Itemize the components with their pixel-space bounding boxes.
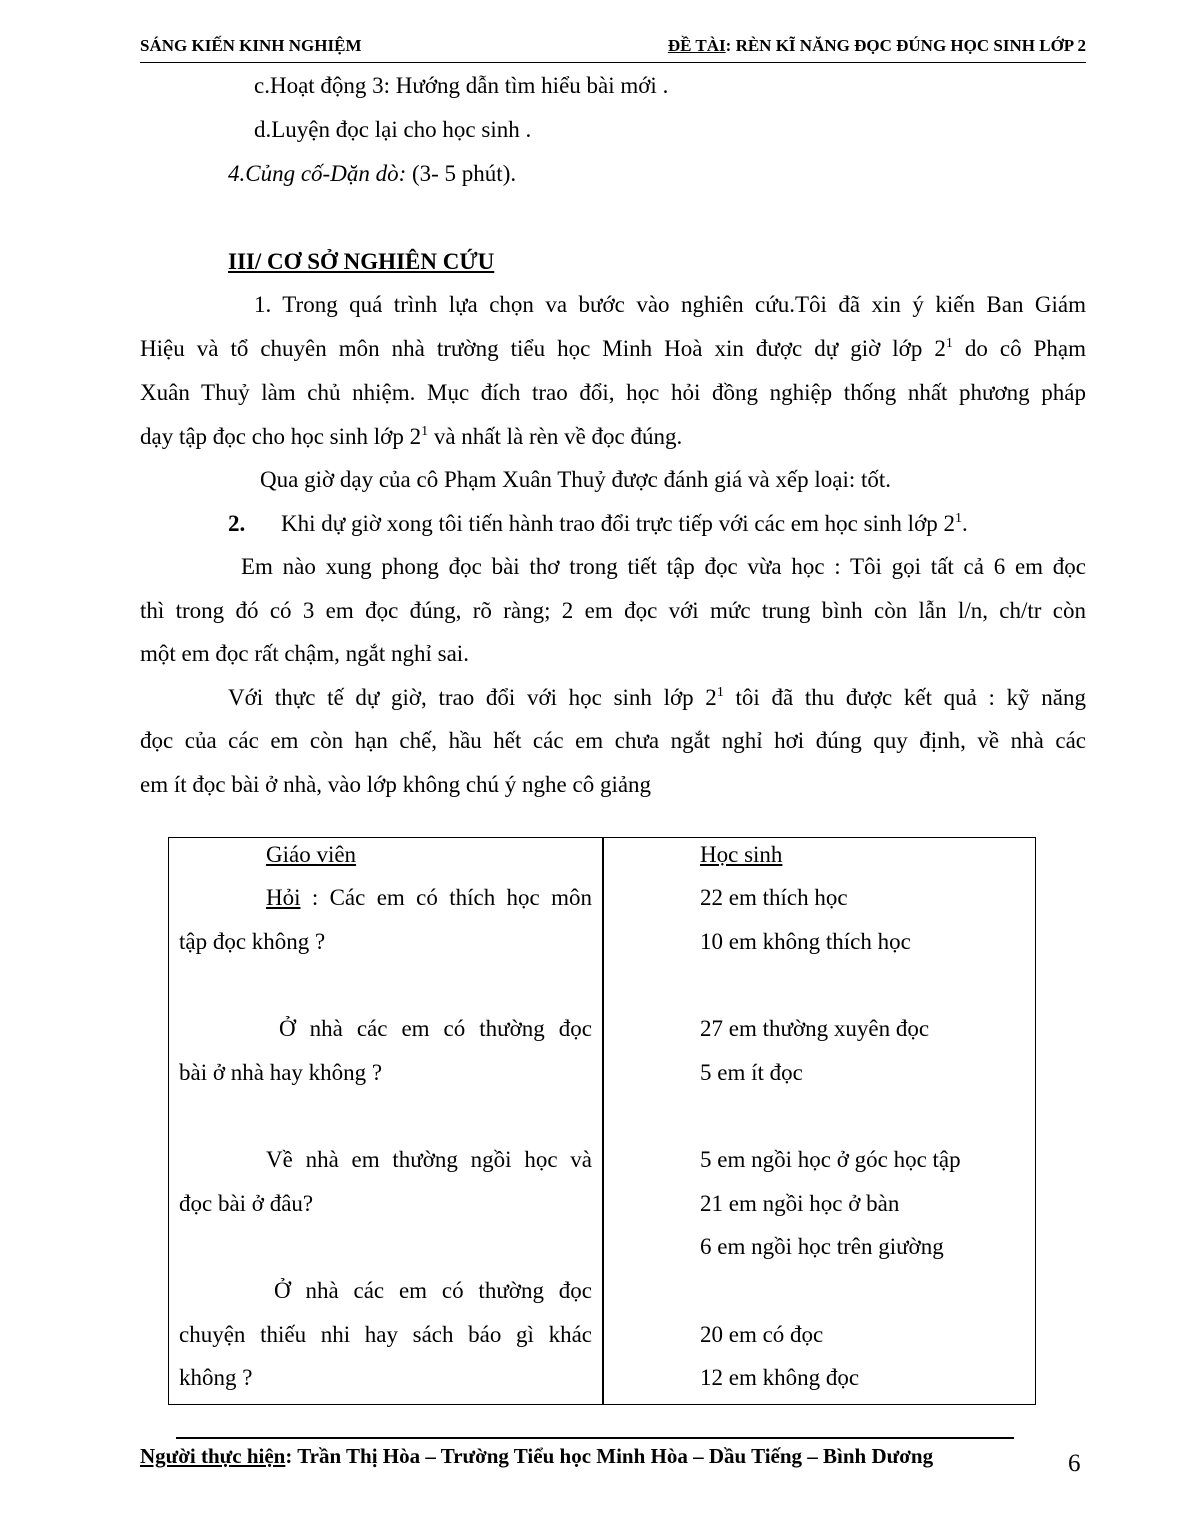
section-heading: III/ CƠ SỞ NGHIÊN CỨU [228,249,495,274]
p1-l2-tail: do cô Phạm [952,336,1086,361]
question-4-line-1: Ở nhà các em có thường đọc [274,1278,592,1303]
question-2-line-1: Ở nhà các em có thường đọc [279,1016,592,1041]
p5-tail: tôi đã thu được kết quả : kỹ năng [723,685,1086,710]
paragraph-1-line-4 [140,423,682,451]
activity-item-d: d.Luyện đọc lại cho học sinh . [254,117,532,142]
p5-text: Với thực tế dự giờ, trao đổi với học sinh lớp 2 [228,685,717,710]
survey-table [168,837,1036,1405]
paragraph-1-line-2 [140,335,1086,363]
answer-3-line-2: 21 em ngồi học ở bàn [700,1191,900,1216]
answer-1-line-2: 10 em không thích học [700,929,911,954]
footer-author-text: : Trần Thị Hòa – Trường Tiểu học Minh Hòa – Dầu Tiếng – Bình Dương [285,1444,934,1468]
page-footer [140,1444,933,1469]
paragraph-3 [281,510,968,538]
p3-tail: . [962,511,968,536]
paragraph-4-line-1: Em nào xung phong đọc bài thơ trong tiết tập đọc vừa học : Tôi gọi tất cả 6 em đọc [241,554,1086,579]
teacher-column-header: Giáo viên [266,842,357,867]
paragraph-4-line-2: thì trong đó có 3 em đọc đúng, rõ ràng; 2 em đọc với mức trung bình còn lẫn l/n, ch/tr còn [140,598,1086,623]
question-4-line-3: không ? [179,1365,253,1390]
item-4-label: 4.Củng cố-Dặn dò: [228,161,407,186]
paragraph-5-line-1 [228,684,1086,712]
paragraph-4-line-3: một em đọc rất chậm, ngắt nghỉ sai. [140,641,469,666]
p1-l4-superscript: 1 [421,424,429,439]
question-1-line-1 [266,884,592,912]
paragraph-5-line-3: em ít đọc bài ở nhà, vào lớp không chú ý nghe cô giảng [140,772,652,797]
question-1-line-2: tập đọc không ? [179,929,326,954]
activity-item-4 [228,160,516,188]
student-column-header: Học sinh [700,842,783,867]
activity-item-c: c.Hoạt động 3: Hướng dẫn tìm hiểu bài mới . [254,73,669,98]
answer-3-line-3: 6 em ngồi học trên giường [700,1234,944,1259]
p1-l4-tail: và nhất là rèn về đọc đúng. [428,424,683,449]
p3-superscript: 1 [955,511,962,526]
question-1-label: Hỏi [266,885,301,910]
paragraph-3-number: 2. [228,511,246,536]
p5-superscript: 1 [716,685,724,700]
question-2-line-2: bài ở nhà hay không ? [179,1060,383,1085]
answer-4-line-2: 12 em không đọc [700,1365,860,1390]
question-3-line-2: đọc bài ở đâu? [179,1191,314,1216]
question-3-line-1: Về nhà em thường ngồi học và [266,1147,592,1172]
p1-l4-text: dạy tập đọc cho học sinh lớp 2 [140,424,422,449]
answer-3-line-1: 5 em ngồi học ở góc học tập [700,1147,961,1172]
header-topic-text: : RÈN KĨ NĂNG ĐỌC ĐÚNG HỌC SINH LỚP 2 [725,36,1086,55]
paragraph-1-line-3: Xuân Thuỷ làm chủ nhiệm. Mục đích trao đổi, học hỏi đồng nghiệp thống nhất phương pháp [140,380,1086,405]
question-4-line-2: chuyện thiếu nhi hay sách báo gì khác [179,1322,592,1347]
paragraph-2: Qua giờ dạy của cô Phạm Xuân Thuỷ được đánh giá và xếp loại: tốt. [260,467,892,492]
table-column-divider [602,838,604,1404]
answer-2-line-1: 27 em thường xuyên đọc [700,1016,930,1041]
footer-rule [176,1437,1014,1439]
page-number: 6 [1068,1450,1081,1477]
paragraph-5-line-2: đọc của các em còn hạn chế, hầu hết các em chưa ngắt nghỉ hơi đúng quy định, về nhà các [140,728,1086,753]
p1-l2-superscript: 1 [945,336,953,351]
footer-label: Người thực hiện [140,1444,286,1468]
item-4-time: (3- 5 phút). [406,161,517,186]
question-1-text: : Các em có thích học môn [300,885,592,910]
answer-1-line-1: 22 em thích học [700,885,848,910]
answer-2-line-2: 5 em ít đọc [700,1060,803,1085]
p3-text: Khi dự giờ xong tôi tiến hành trao đổi trực tiếp với các em học sinh lớp 2 [281,511,955,536]
header-left-title: SÁNG KIẾN KINH NGHIỆM [140,36,362,55]
paragraph-1-line-1: 1. Trong quá trình lựa chọn va bước vào nghiên cứu.Tôi đã xin ý kiến Ban Giám [254,292,1086,317]
page-header [140,36,1086,63]
header-topic [668,36,1086,56]
answer-4-line-1: 20 em có đọc [700,1322,824,1347]
p1-l2-text: Hiệu và tổ chuyên môn nhà trường tiểu học Minh Hoà xin được dự giờ lớp 2 [140,336,946,361]
header-topic-label: ĐỀ TÀI [667,36,726,55]
